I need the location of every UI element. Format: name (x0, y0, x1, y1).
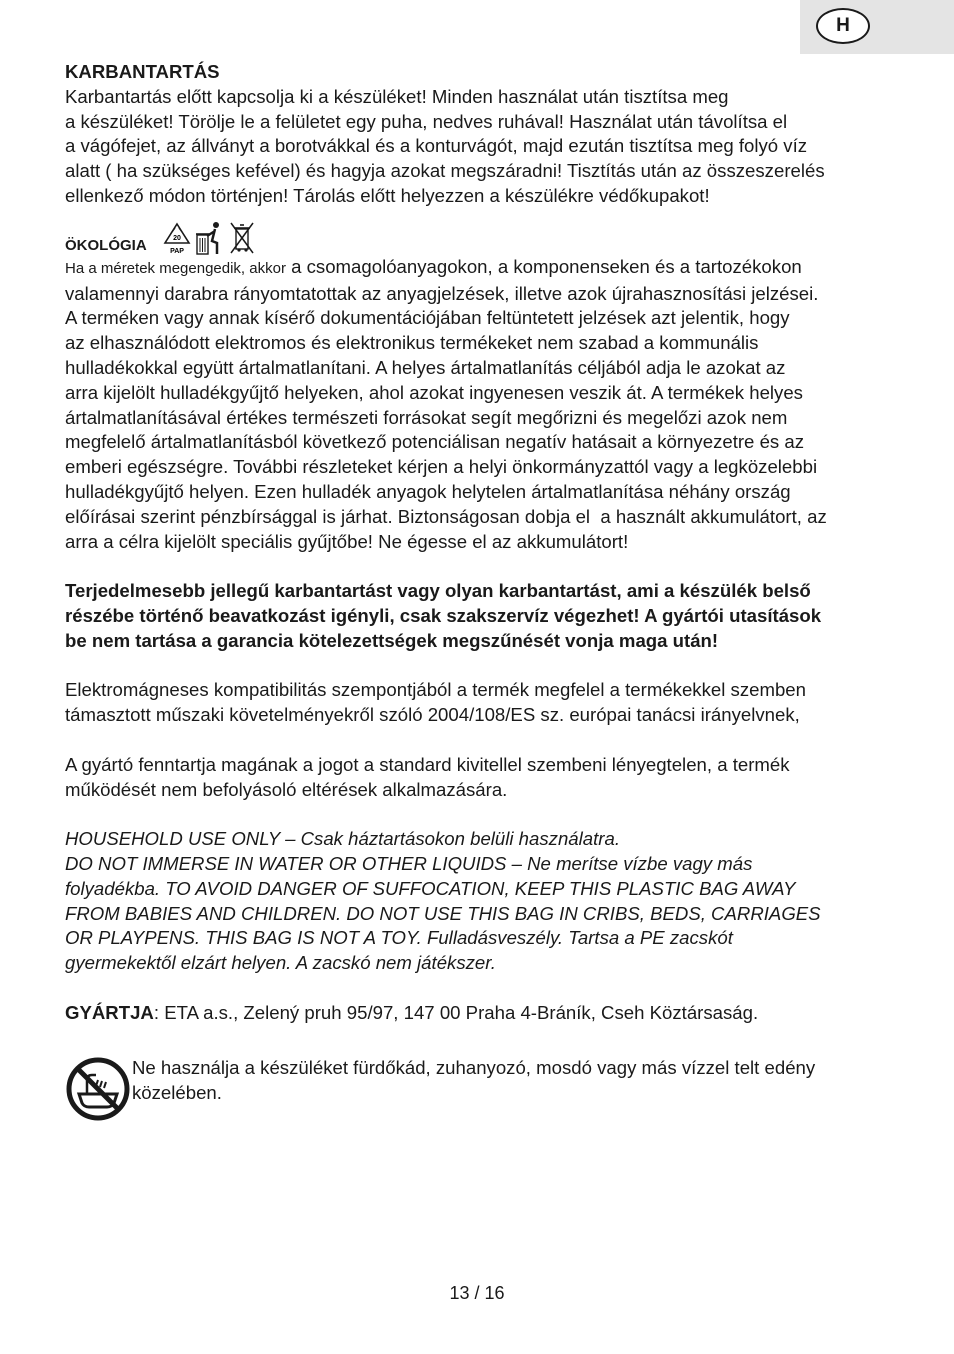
text-line: Karbantartás előtt kapcsolja ki a készüléket! Minden használat után tisztítsa meg (65, 85, 729, 107)
text-line: Ne használja a készüléket fürdőkád, zuhanyozó, mosdó vagy más vízzel telt edény (132, 1057, 816, 1079)
text-line: támasztott műszaki követelményekről szóló 2004/108/ES sz. európai tanácsi irányelvnek, (65, 704, 800, 726)
text-line: a készüléket! Törölje le a felületet egy puha, nedves ruhával! Használat után távolítsa el (65, 110, 788, 132)
text-line (65, 255, 910, 282)
text-line: Elektromágneses kompatibilitás szempontjából a termék megfelel a termékekkel szemben (65, 679, 806, 701)
text-line: DO NOT IMMERSE IN WATER OR OTHER LIQUIDS – Ne merítse vízbe vagy más (65, 852, 753, 874)
ecology-header (65, 215, 910, 255)
text-line: megfelelő ártalmatlanításból következő potenciálisan negatív hatásait a környezetre és az (65, 431, 805, 453)
text-line: FROM BABIES AND CHILDREN. DO NOT USE THIS BAG IN CRIBS, BEDS, CARRIAGES (65, 902, 821, 924)
text-line: A terméken vagy annak kísérő dokumentációjában feltüntetett jelzések azt jelentik, hogy (65, 307, 790, 329)
text-line: arra kijelölt hulladékgyűjtő helyeken, ahol azokat ingyenesen veszik át. A termékek helyes (65, 381, 803, 403)
ecology-paragraph (65, 255, 910, 555)
text-line: OR PLAYPENS. THIS BAG IS NOT A TOY. Fulladásveszély. Tartsa a PE zacskót (65, 927, 733, 949)
text-line: HOUSEHOLD USE ONLY – Csak háztartásokon belüli használatra. (65, 828, 620, 850)
text-line: folyadékba. TO AVOID DANGER OF SUFFOCATION, KEEP THIS PLASTIC BAG AWAY (65, 877, 796, 899)
text-line: részébe történő beavatkozást igényli, csak szakszervíz végezhet! A gyártói utasítások (65, 604, 822, 626)
text-line: az elhasználódott elektromos és elektronikus termékeket nem szabad a kommunális (65, 332, 759, 354)
recycle-label-text: PAP (169, 247, 184, 255)
ecology-icons (163, 221, 259, 255)
text-line: valamennyi darabra rányomtatottak az anyagjelzések, illetve azok újrahasznosítási jelzései. (65, 282, 819, 304)
producer-text: : ETA a.s., Zelený pruh 95/97, 147 00 Praha 4-Bráník, Cseh Köztársaság. (153, 1001, 759, 1023)
page-number: 13 / 16 (449, 1283, 505, 1303)
text-line: arra a célra kijelölt speciális gyűjtőbe! Ne égesse el az akkumulátort! (65, 530, 629, 552)
ecology-first-small: Ha a méretek megengedik, akkor (65, 259, 286, 277)
service-warning-paragraph (65, 579, 910, 653)
text-line: be nem tartása a garancia kötelezettségek megszűnését vonja maga után! (65, 629, 719, 651)
text-line: hulladékokkal együtt ártalmatlanítani. A helyes ártalmatlanítás céljából adja le azokat az (65, 356, 786, 378)
text-line: gyermekektől elzárt helyen. A zacskó nem játékszer. (65, 952, 496, 974)
language-tab (800, 0, 954, 54)
text-line: előírásai szerint pénzbírsággal is járhat. Biztonságosan dobja el a használt akkumulátort, az (65, 505, 827, 527)
text-line: ártalmatlanításával értékes természeti forrásokat segít megőrizni és megelőzi azok nem (65, 406, 788, 428)
text-line: ellenkező módon történjen! Tárolás előtt helyezzen a készülékre védőkupakot! (65, 184, 710, 206)
maintenance-paragraph (65, 85, 910, 209)
person-bin-icon (195, 221, 225, 255)
producer-line (65, 1001, 910, 1026)
text-line: Terjedelmesebb jellegű karbantartást vagy olyan karbantartást, ami a készülék belső (65, 580, 811, 602)
emc-paragraph (65, 678, 910, 728)
text-line: alatt ( ha szükséges kefével) és hagyja azokat megszáradni! Tisztítás után az összeszerelés (65, 160, 825, 182)
ecology-first-rest: a csomagolóanyagokon, a komponenseken és a tartozékokon (285, 255, 802, 277)
recycle-pap-20-icon (163, 221, 191, 255)
page-content (65, 60, 910, 1122)
bath-warning-text (132, 1056, 815, 1106)
bath-warning (65, 1056, 910, 1122)
ecology-heading: ÖKOLÓGIA (65, 236, 147, 254)
text-line: működését nem befolyásoló eltérések alkalmazására. (65, 778, 508, 800)
manufacturer-rights-paragraph (65, 753, 910, 803)
producer-label: GYÁRTJA (65, 1001, 154, 1023)
text-line: A gyártó fenntartja magának a jogot a standard kivitellel szembeni lényegtelen, a termék (65, 753, 790, 775)
text-line: emberi egészségre. További részleteket kérjen a helyi önkormányzattól vagy a legközelebbi (65, 456, 818, 478)
household-paragraph (65, 827, 910, 976)
crossed-bin-icon (229, 221, 255, 255)
text-line: közelében. (132, 1082, 222, 1104)
no-bathtub-icon (65, 1056, 131, 1122)
text-line: a vágófejet, az állványt a borotvákkal és a konturvágót, majd ezután tisztítsa meg folyó víz (65, 135, 808, 157)
recycle-code-text: 20 (172, 234, 181, 242)
text-line: hulladékgyűjtő helyen. Ezen hulladék anyagok helytelen ártalmatlanítása néhány ország (65, 480, 791, 502)
maintenance-heading: KARBANTARTÁS (65, 61, 220, 82)
language-label: H (816, 8, 870, 44)
